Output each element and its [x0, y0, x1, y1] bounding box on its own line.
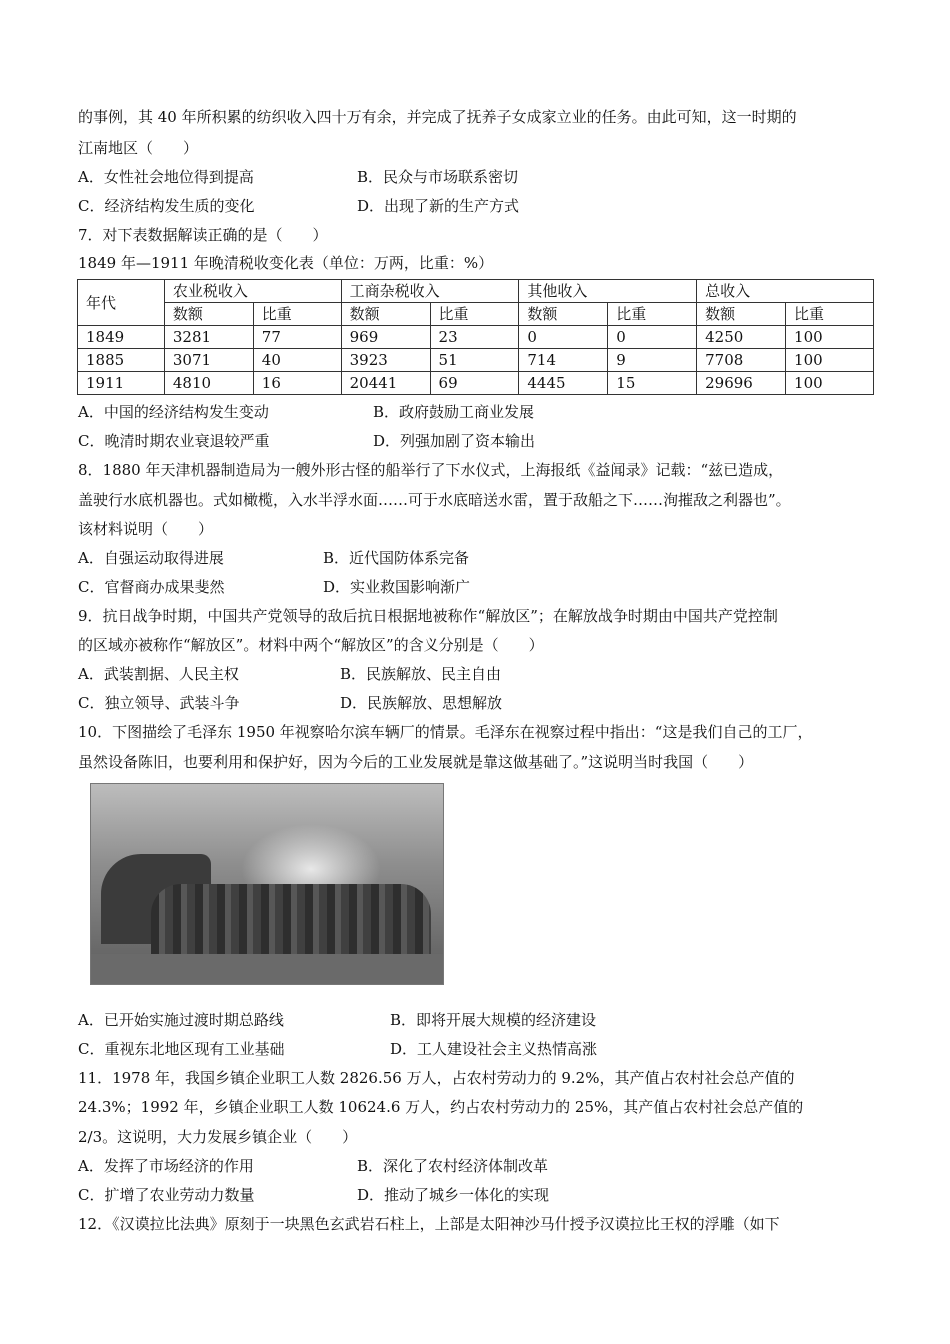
table-cell: 20441	[341, 372, 430, 395]
q10-option-a[interactable]: A．已开始实施过渡时期总路线	[78, 1011, 284, 1029]
table-cell: 29696	[697, 372, 786, 395]
header-agri: 农业税收入	[164, 280, 341, 303]
table-cell: 77	[253, 326, 341, 349]
q6-option-c[interactable]: C．经济结构发生质的变化	[78, 197, 255, 215]
subheader-cell: 比重	[786, 303, 874, 326]
subheader-cell: 数额	[341, 303, 430, 326]
q8-stem-line-2: 盖驶行水底机器也。式如橄榄，入水半浮水面……可于水底暗送水雷，置于敌船之下……洵摧敌之利器也”。	[78, 491, 791, 509]
q11-option-d[interactable]: D．推动了城乡一体化的实现	[357, 1186, 550, 1204]
q6-option-b[interactable]: B．民众与市场联系密切	[357, 168, 519, 186]
q6-option-a[interactable]: A．女性社会地位得到提高	[78, 168, 254, 186]
table-row	[78, 349, 874, 372]
table-cell: 100	[786, 349, 874, 372]
q9-option-a[interactable]: A．武装割据、人民主权	[78, 665, 239, 683]
table-cell: 4810	[164, 372, 253, 395]
header-commerce: 工商杂税收入	[341, 280, 519, 303]
q11-option-b[interactable]: B．深化了农村经济体制改革	[357, 1157, 549, 1175]
q12-stem-line-1: 12．《汉谟拉比法典》原刻于一块黑色玄武岩石柱上，上部是太阳神沙马什授予汉谟拉比王权的浮雕（如下	[78, 1215, 780, 1233]
q11-option-c[interactable]: C．扩增了农业劳动力数量	[78, 1186, 255, 1204]
subheader-cell: 数额	[164, 303, 253, 326]
q8-stem-line-3: 该材料说明（ ）	[78, 520, 214, 538]
table-cell: 3071	[164, 349, 253, 372]
table-header-row	[78, 280, 874, 303]
q9-stem-line-2: 的区域亦被称作“解放区”。材料中两个“解放区”的含义分别是（ ）	[78, 636, 544, 654]
q9-option-d[interactable]: D．民族解放、思想解放	[340, 694, 503, 712]
q11-stem-line-2: 24.3%；1992 年，乡镇企业职工人数 10624.6 万人，约占农村劳动力的 25%，其产值占农村社会总产值的	[78, 1098, 804, 1116]
q8-option-c[interactable]: C．官督商办成果斐然	[78, 578, 225, 596]
table-cell: 1849	[78, 326, 165, 349]
q6-stem-line-2: 江南地区（ ）	[78, 139, 199, 157]
table-cell: 15	[608, 372, 697, 395]
q9-option-b[interactable]: B．民族解放、民主自由	[340, 665, 502, 683]
q7-stem: 7．对下表数据解读正确的是（ ）	[78, 226, 328, 244]
header-year: 年代	[78, 280, 165, 326]
q9-option-c[interactable]: C．独立领导、武装斗争	[78, 694, 240, 712]
subheader-cell: 比重	[430, 303, 519, 326]
q11-option-a[interactable]: A．发挥了市场经济的作用	[78, 1157, 254, 1175]
q10-stem-line-2: 虽然设备陈旧，也要利用和保护好，因为今后的工业发展就是靠这做基础了。”这说明当时我国（ ）	[78, 753, 754, 771]
table-cell: 9	[608, 349, 697, 372]
table-cell: 51	[430, 349, 519, 372]
table-cell: 100	[786, 326, 874, 349]
subheader-cell: 数额	[697, 303, 786, 326]
q11-stem-line-3: 2/3。这说明，大力发展乡镇企业（ ）	[78, 1128, 358, 1146]
subheader-cell: 比重	[253, 303, 341, 326]
q7-option-a[interactable]: A．中国的经济结构发生变动	[78, 403, 269, 421]
photo-crowd	[151, 884, 431, 964]
table-cell: 16	[253, 372, 341, 395]
q7-table-title: 1849 年—1911 年晚清税收变化表（单位：万两，比重：%）	[78, 254, 494, 272]
table-cell: 3281	[164, 326, 253, 349]
table-cell: 4445	[519, 372, 608, 395]
table-cell: 1911	[78, 372, 165, 395]
q9-stem-line-1: 9．抗日战争时期，中国共产党领导的敌后抗日根据地被称作“解放区”；在解放战争时期由中国共产党控制	[78, 607, 778, 625]
q7-option-d[interactable]: D．列强加剧了资本输出	[373, 432, 536, 450]
table-cell: 4250	[697, 326, 786, 349]
table-subheader-row	[78, 303, 874, 326]
q6-stem-line-1: 的事例，其 40 年所积累的纺织收入四十万有余，并完成了抚养子女成家立业的任务。由此可知，这一时期的	[78, 108, 797, 126]
table-cell: 969	[341, 326, 430, 349]
q8-option-a[interactable]: A．自强运动取得进展	[78, 549, 224, 567]
tax-table	[77, 279, 874, 395]
q10-stem-line-1: 10．下图描绘了毛泽东 1950 年视察哈尔滨车辆厂的情景。毛泽东在视察过程中指出：“这是我们自己的工厂，	[78, 723, 813, 741]
header-total: 总收入	[697, 280, 874, 303]
q7-option-b[interactable]: B．政府鼓励工商业发展	[373, 403, 535, 421]
q8-option-d[interactable]: D．实业救国影响渐广	[323, 578, 471, 596]
q10-option-c[interactable]: C．重视东北地区现有工业基础	[78, 1040, 285, 1058]
q7-option-c[interactable]: C．晚清时期农业衰退较严重	[78, 432, 270, 450]
table-cell: 100	[786, 372, 874, 395]
factory-inspection-photo	[90, 783, 444, 985]
table-cell: 714	[519, 349, 608, 372]
subheader-cell: 比重	[608, 303, 697, 326]
table-cell: 0	[519, 326, 608, 349]
table-row	[78, 372, 874, 395]
q6-option-d[interactable]: D．出现了新的生产方式	[357, 197, 520, 215]
header-other: 其他收入	[519, 280, 697, 303]
q8-stem-line-1: 8．1880 年天津机器制造局为一艘外形古怪的船举行了下水仪式，上海报纸《益闻录》记载：“兹已造成，	[78, 461, 784, 479]
table-cell: 23	[430, 326, 519, 349]
q10-option-d[interactable]: D．工人建设社会主义热情高涨	[390, 1040, 598, 1058]
q10-option-b[interactable]: B．即将开展大规模的经济建设	[390, 1011, 597, 1029]
q11-stem-line-1: 11．1978 年，我国乡镇企业职工人数 2826.56 万人，占农村劳动力的 9.2%，其产值占农村社会总产值的	[78, 1069, 795, 1087]
table-cell: 0	[608, 326, 697, 349]
q8-option-b[interactable]: B．近代国防体系完备	[323, 549, 470, 567]
table-cell: 3923	[341, 349, 430, 372]
table-cell: 69	[430, 372, 519, 395]
table-cell: 1885	[78, 349, 165, 372]
table-cell: 40	[253, 349, 341, 372]
table-row	[78, 326, 874, 349]
table-cell: 7708	[697, 349, 786, 372]
photo-floor	[91, 954, 443, 984]
subheader-cell: 数额	[519, 303, 608, 326]
